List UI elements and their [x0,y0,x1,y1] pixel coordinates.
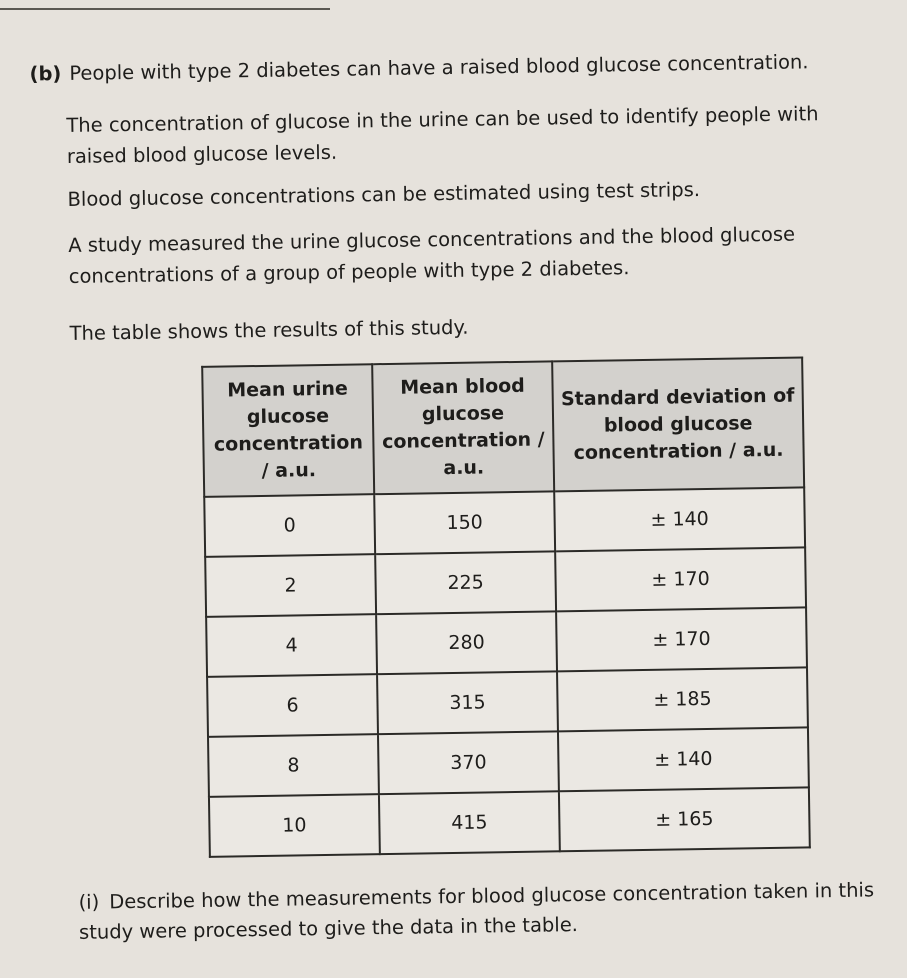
cell-blood: 315 [377,671,558,734]
cell-sd: ± 165 [559,787,810,851]
cell-urine: 0 [204,494,375,557]
header-urine-glucose: Mean urine glucose concentration / a.u. [202,364,374,497]
question-label: (i) [78,890,100,914]
part-label: (b) [29,62,62,86]
table-row [205,547,806,616]
cell-sd: ± 140 [554,487,805,551]
cell-sd: ± 170 [556,607,807,671]
intro-line-2: The concentration of glucose in the urine can be used to identify people with raised blood glucose levels. [66,102,819,168]
cell-blood: 225 [375,551,556,614]
cell-urine: 8 [208,734,379,797]
cell-sd: ± 140 [558,727,809,791]
intro-line-1: (b) People with type 2 diabetes can have a raised blood glucose concentration. [29,50,809,86]
intro-line-4: A study measured the urine glucose concentrations and the blood glucose concentrations of a group of people with type 2 diabetes. [68,222,796,288]
table-row [204,487,805,556]
intro-line-3: Blood glucose concentrations can be estimated using test strips. [67,178,701,211]
results-table [201,356,811,857]
cell-blood: 280 [376,611,557,674]
cell-sd: ± 185 [557,667,808,731]
header-standard-deviation: Standard deviation of blood glucose concentration / a.u. [552,357,804,491]
header-blood-glucose: Mean blood glucose concentration / a.u. [372,361,554,494]
cell-blood: 150 [374,491,555,554]
cell-blood: 415 [379,791,560,854]
question-i [78,875,879,948]
table-header-row [202,357,804,496]
table-row [209,787,810,856]
cell-blood: 370 [378,731,559,794]
cell-urine: 6 [207,674,378,737]
cell-urine: 2 [205,554,376,617]
question-text: Describe how the measurements for blood glucose concentration taken in this study were processed to give the data in the table. [78,878,875,944]
cell-urine: 10 [209,794,380,857]
table-row [206,607,807,676]
cell-sd: ± 170 [555,547,806,611]
table-row [207,667,808,736]
table-row [208,727,809,796]
intro-line-5: The table shows the results of this study. [69,315,469,345]
cell-urine: 4 [206,614,377,677]
